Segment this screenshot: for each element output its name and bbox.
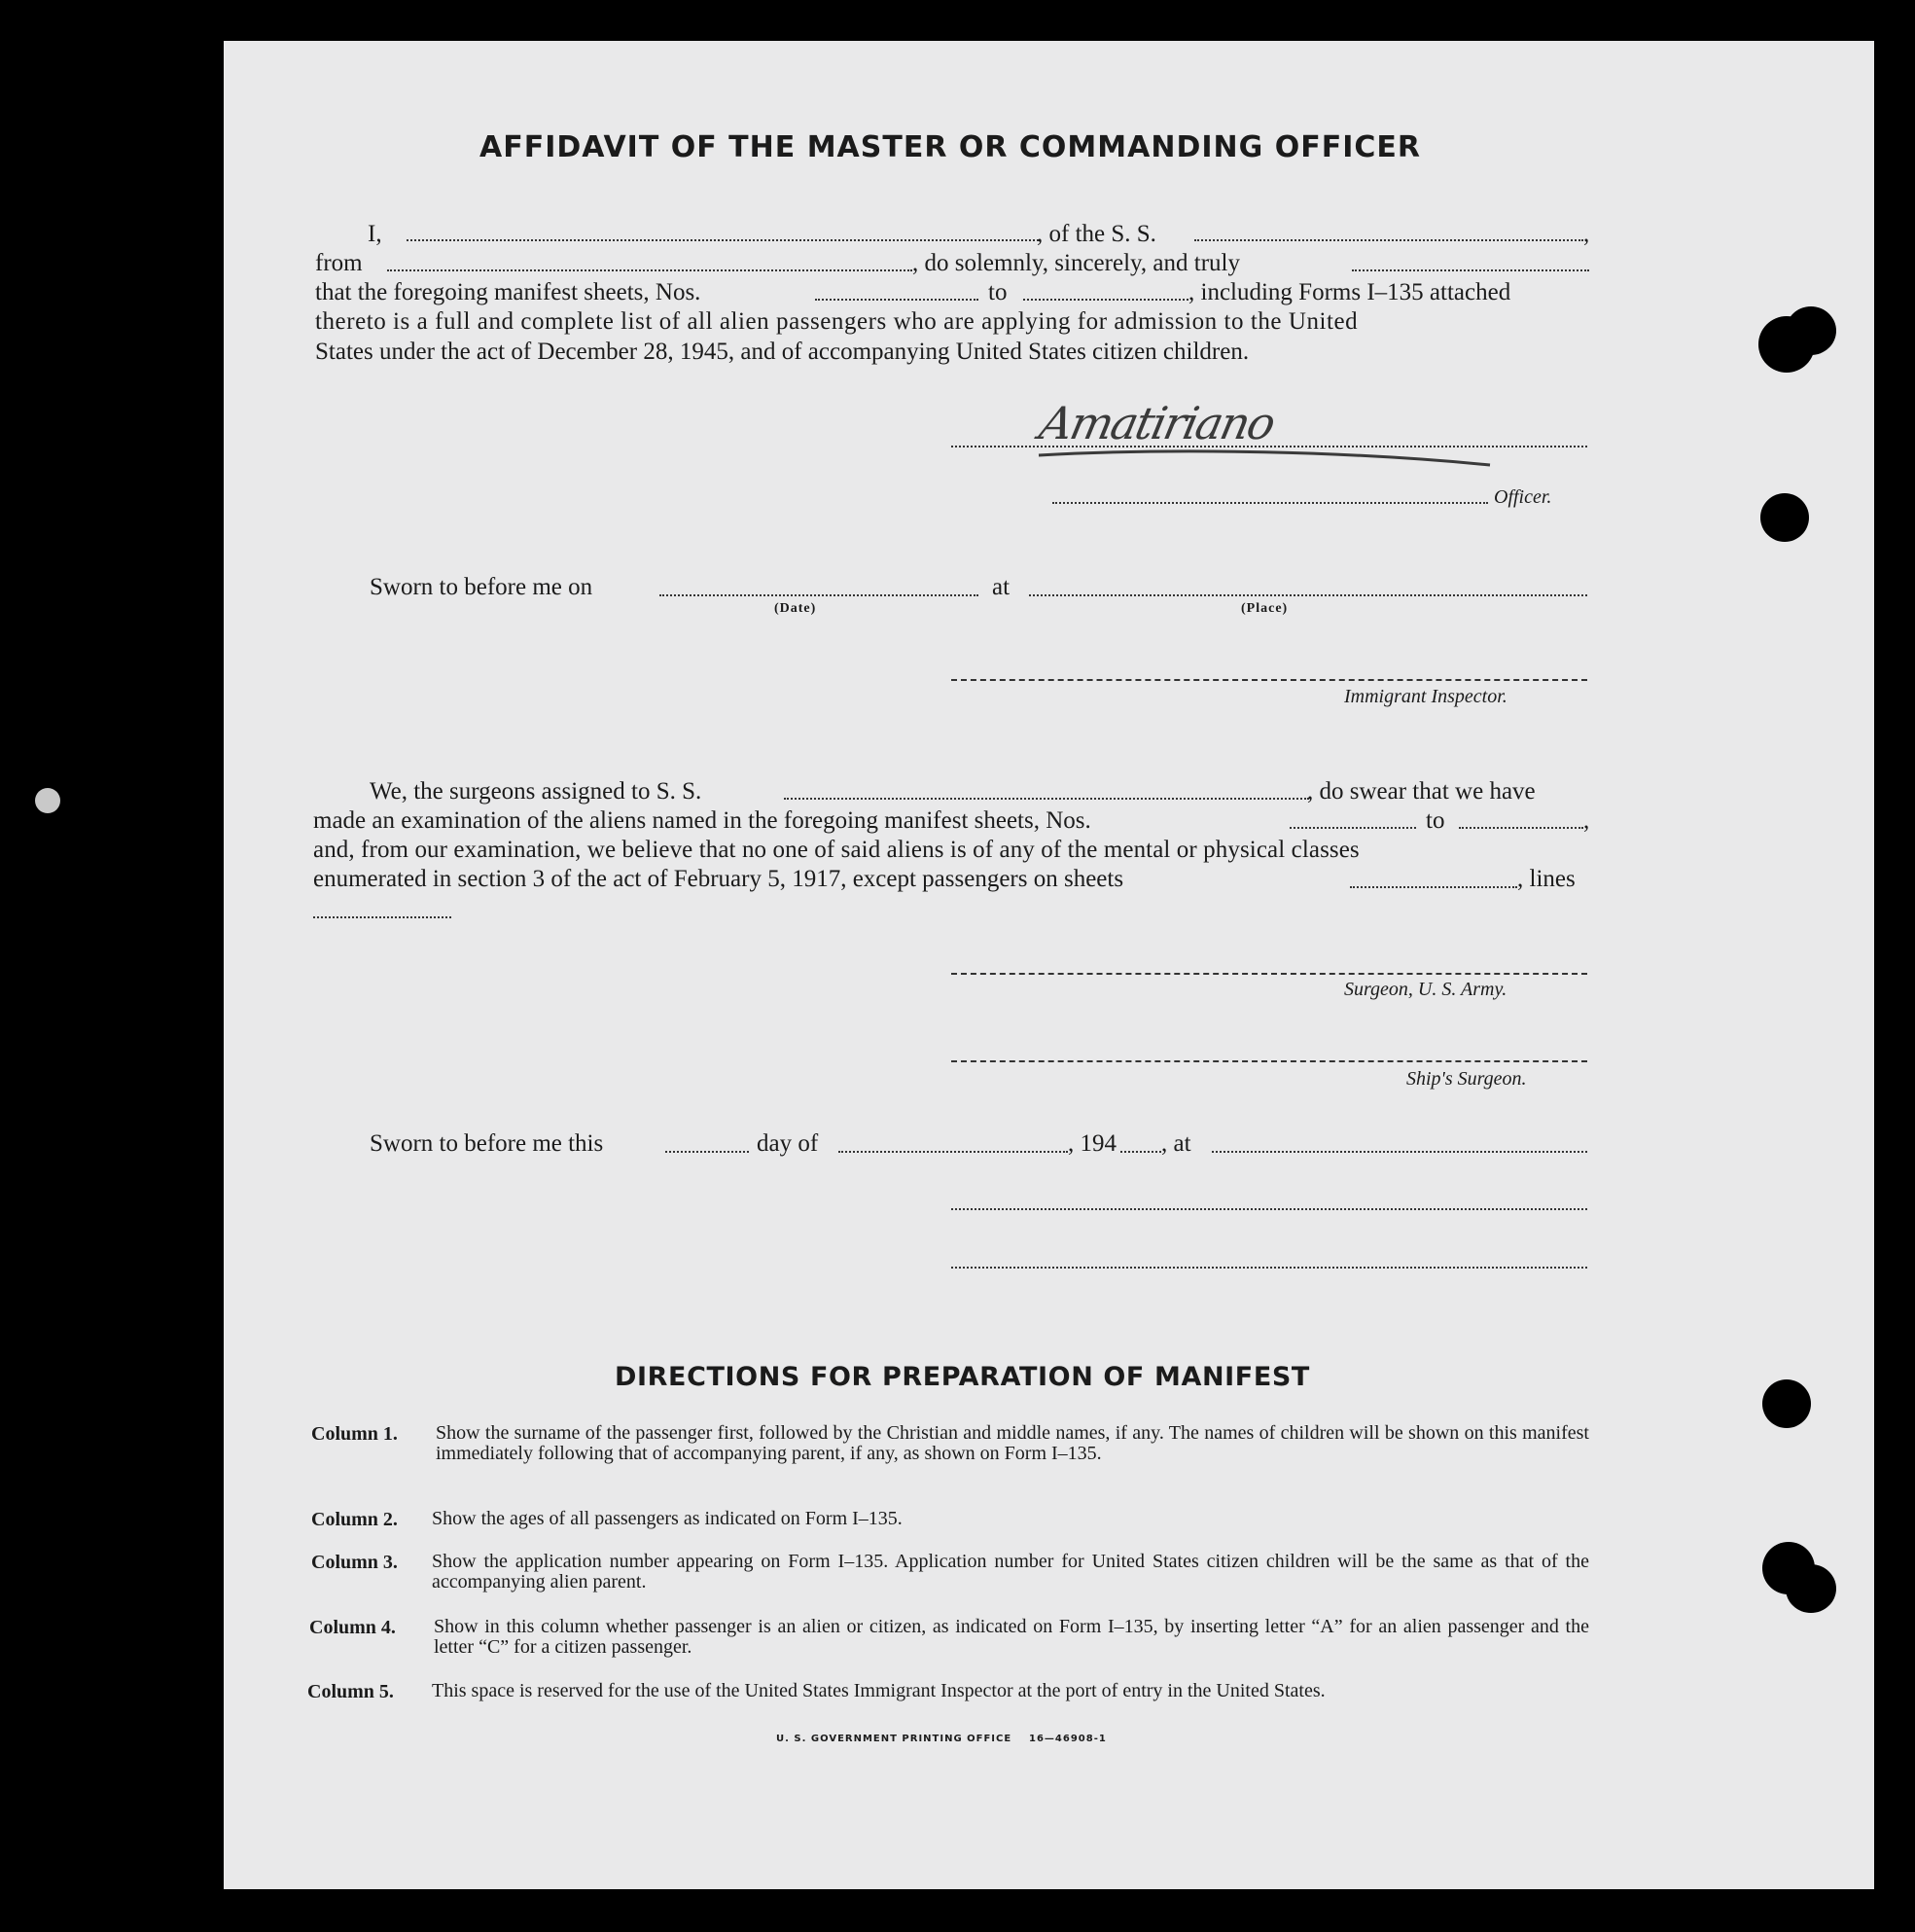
except-sheets-blank[interactable] (1350, 886, 1517, 888)
sworn2-text-a: Sworn to before me this (370, 1130, 604, 1157)
direction-text: Show the ages of all passengers as indicated on Form I–135. (432, 1508, 903, 1529)
form-code: 16—46908-1 (1029, 1734, 1107, 1744)
affidavit-line-4: thereto is a full and complete list of all alien passengers who are applying for admission to the United (315, 308, 1359, 335)
master-name-blank[interactable] (407, 239, 1039, 241)
sheet-to-blank[interactable] (1023, 299, 1188, 301)
sworn2-place-blank[interactable] (1212, 1151, 1587, 1153)
affidavit-line-1-ss: , of the S. S. (1037, 221, 1156, 247)
punch-hole (1762, 1379, 1811, 1428)
direction-label: Column 2. (311, 1509, 398, 1530)
ship-surgeon-line[interactable] (951, 1060, 1587, 1062)
sworn-before-text: Sworn to before me on (370, 574, 593, 600)
punch-hole (1760, 493, 1809, 542)
date-blank[interactable] (659, 594, 978, 596)
direction-label: Column 5. (307, 1681, 394, 1702)
sworn2-text-c: , 194 (1068, 1130, 1117, 1157)
affidavit-line-3-to: to (988, 279, 1008, 305)
surgeons-line-4-a: enumerated in section 3 of the act of February 5, 1917, except passengers on sheets (313, 866, 1124, 892)
punch-hole (1786, 1564, 1836, 1613)
oath-blank[interactable] (1352, 269, 1589, 271)
ship-surgeon-label: Ship's Surgeon. (1406, 1068, 1527, 1090)
surgeons-line-1-a: We, the surgeons assigned to S. S. (370, 778, 702, 805)
direction-text: Show in this column whether passenger is an alien or citizen, as indicated on Form I–135, by inserting letter “A” for an alien passenger and the letter “C” for a citizen passenger. (434, 1616, 1589, 1658)
place-caption: (Place) (1241, 601, 1289, 616)
affidavit-line-3-a: that the foregoing manifest sheets, Nos. (315, 279, 701, 305)
affidavit-line-2-from: from (315, 250, 363, 276)
direction-label: Column 4. (309, 1617, 396, 1638)
direction-label: Column 3. (311, 1552, 398, 1573)
film-speck (35, 788, 60, 813)
surgeons-line-2-a: made an examination of the aliens named in the foregoing manifest sheets, Nos. (313, 807, 1091, 834)
directions-title: DIRECTIONS FOR PREPARATION OF MANIFEST (615, 1362, 1310, 1392)
from-port-blank[interactable] (387, 269, 912, 271)
officer-line[interactable] (1052, 502, 1488, 504)
month-blank[interactable] (838, 1151, 1068, 1153)
direction-text: Show the surname of the passenger first, followed by the Christian and middle names, if any. The names of children will be shown on this manifest immediately following that of accompanying parent, if any, as shown on Form I–135. (436, 1422, 1589, 1464)
day-blank[interactable] (665, 1151, 749, 1153)
direction-text: Show the application number appearing on Form I–135. Application number for United States citizen children will be the same as that of the accompanying alien parent. (432, 1551, 1589, 1592)
sworn2-text-b: day of (757, 1130, 819, 1157)
surgeons-line-1-b: , do swear that we have (1307, 778, 1536, 805)
master-signature: Amatiriano (1035, 397, 1279, 449)
direction-text: This space is reserved for the use of the United States Immigrant Inspector at the port of entry in the United States. (432, 1680, 1326, 1701)
punch-hole (1786, 306, 1836, 355)
sworn2-text-d: , at (1161, 1130, 1191, 1157)
surgeons-line-3: and, from our examination, we believe that no one of said aliens is of any of the mental or physical classes (313, 837, 1360, 863)
surgeons-line-4-b: , lines (1517, 866, 1576, 892)
ship-name-blank[interactable] (1194, 239, 1583, 241)
affidavit-line-3-b: , including Forms I–135 attached (1188, 279, 1511, 305)
year-blank[interactable] (1120, 1151, 1161, 1153)
sheet-from-blank[interactable] (815, 299, 978, 301)
army-surgeon-line[interactable] (951, 973, 1587, 975)
surgeons-line-2-end: , (1583, 807, 1590, 834)
signature-flourish (1031, 444, 1498, 473)
army-surgeon-label: Surgeon, U. S. Army. (1344, 979, 1507, 1000)
signature-line-extra-1[interactable] (951, 1208, 1587, 1210)
surgeon-sheet-from-blank[interactable] (1290, 827, 1416, 829)
place-blank[interactable] (1029, 594, 1587, 596)
affidavit-line-5: States under the act of December 28, 1945, and of accompanying United States citizen children. (315, 339, 1250, 365)
officer-label: Officer. (1494, 486, 1552, 508)
sworn-at-text: at (992, 574, 1011, 600)
surgeons-line-2-to: to (1426, 807, 1445, 834)
affidavit-line-1-end: , (1583, 221, 1590, 247)
direction-label: Column 1. (311, 1423, 398, 1445)
affidavit-line-1-i: I, (368, 221, 382, 247)
lines-blank[interactable] (313, 916, 451, 918)
inspector-signature-line[interactable] (951, 679, 1587, 681)
signature-line-extra-2[interactable] (951, 1267, 1587, 1269)
date-caption: (Date) (774, 601, 817, 616)
surgeon-ship-blank[interactable] (784, 798, 1309, 800)
printer-credit: U. S. GOVERNMENT PRINTING OFFICE (776, 1734, 1012, 1744)
affidavit-title: AFFIDAVIT OF THE MASTER OR COMMANDING OFFICER (479, 130, 1421, 164)
surgeon-sheet-to-blank[interactable] (1459, 827, 1583, 829)
affidavit-line-2-mid: , do solemnly, sincerely, and truly (912, 250, 1240, 276)
inspector-label: Immigrant Inspector. (1344, 686, 1507, 707)
